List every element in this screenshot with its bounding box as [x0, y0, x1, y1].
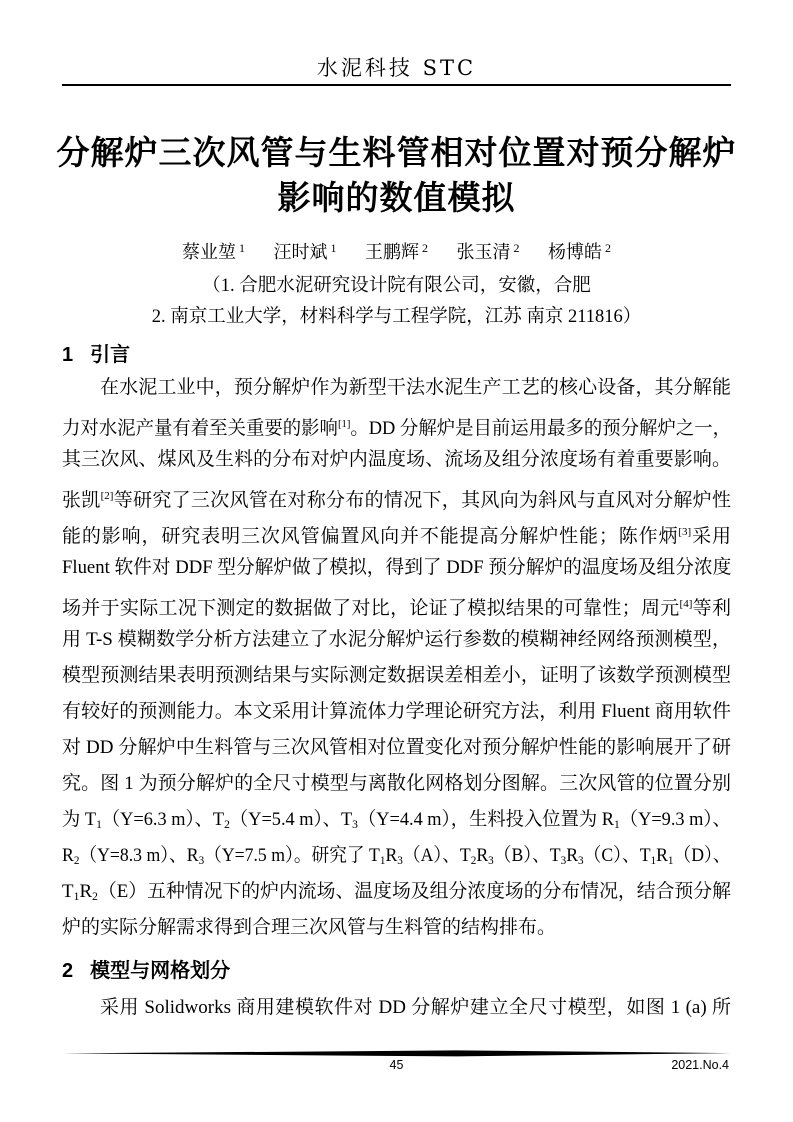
- section-2-paragraph: [62, 990, 731, 1026]
- issue-label: 2021.No.4: [671, 1058, 729, 1072]
- text-line: 为 $T_1(Y=6.3$ m）、$T_2(Y=5.4$ m）、$T_3(Y=4.4$ m），生料投入位置为 $R_1(Y=9.3$ m）、: [62, 809, 731, 831]
- author: [457, 242, 520, 262]
- title-line-1: 分解炉三次风管与生料管相对位置对预分解炉: [56, 134, 737, 171]
- section-number: 2: [62, 960, 74, 982]
- page-number: 45: [389, 1058, 404, 1072]
- affiliations: [0, 271, 793, 333]
- author-name: 蔡业堃: [182, 242, 236, 262]
- author-list: [0, 238, 793, 264]
- author-name: 王鹏辉: [365, 242, 419, 262]
- author-affiliation-ref: 2: [605, 241, 611, 255]
- text-line: 对 DD 分解炉中生料管与三次风管相对位置变化对预分解炉性能的影响展开了研: [62, 737, 731, 758]
- title-line-2: 影响的数值模拟: [277, 179, 516, 216]
- author-affiliation-ref: 1: [330, 241, 337, 255]
- author-affiliation-ref: 2: [513, 241, 520, 255]
- author: [274, 242, 337, 262]
- author-name: 张玉清: [456, 242, 511, 262]
- text-line: 张凯[2]等研究了三次风管在对称分布的情况下，其风向为斜风与直风对分解炉性: [62, 490, 731, 511]
- text-line: $R_2(Y=8.3$ m）、$R_3(Y=7.5$ m）。研究了 $T_1R_3(A)$、$T_2R_3(B)$、$T_3R_3(C)$、$T_1R_1(D)$、: [62, 845, 731, 867]
- text-line: 炉的实际分解需求得到合理三次风管与生料管的结构排布。: [62, 917, 557, 938]
- section-number: 1: [62, 344, 74, 366]
- text-line: 力对水泥产量有着至关重要的影响[1]。DD 分解炉是目前运用最多的预分解炉之一，: [62, 418, 732, 439]
- section-title: 引言: [90, 344, 131, 366]
- author: [365, 242, 428, 262]
- author-name: 汪时斌: [273, 242, 328, 262]
- text-line: $T_1R_2(E)$五种情况下的炉内流场、温度场及组分浓度场的分布情况，结合预分解: [62, 881, 731, 903]
- section-1-heading: [62, 338, 130, 367]
- text-line: 其三次风、煤风及生料的分布对炉内温度场、流场及组分浓度场有着重要影响。: [62, 449, 731, 470]
- article-title: [40, 130, 753, 220]
- text-line: 用 T-S 模糊数学分析方法建立了水泥分解炉运行参数的模糊神经网络预测模型，: [62, 629, 731, 650]
- affiliation-line-2: 2. 南京工业大学，材料科学与工程学院，江苏 南京 211816）: [151, 307, 642, 327]
- text-line: 有较好的预测能力。本文采用计算流体力学理论研究方法，利用 Fluent 商用软件: [62, 701, 731, 722]
- author-name: 杨博皓: [548, 242, 602, 262]
- text-line: Fluent 软件对 DDF 型分解炉做了模拟，得到了 DDF 预分解炉的温度场及组分浓度: [62, 557, 732, 578]
- author: [182, 242, 245, 262]
- text-line: 在水泥工业中，预分解炉作为新型干法水泥生产工艺的核心设备，其分解能: [100, 377, 731, 398]
- text-line: 采用 Solidworks 商用建模软件对 DD 分解炉建立全尺寸模型，如图 1 (a) 所: [100, 997, 731, 1018]
- section-1-paragraph: [62, 370, 731, 946]
- journal-header: 水泥科技 STC: [316, 56, 477, 80]
- affiliation-line-1: （1. 合肥水泥研究设计院有限公司，安徽，合肥: [202, 276, 591, 296]
- text-line: 能的影响，研究表明三次风管偏置风向并不能提高分解炉性能；陈作炳[3]采用: [62, 526, 731, 547]
- text-line: 究。图 1 为预分解炉的全尺寸模型与离散化网格划分图解。三次风管的位置分别: [62, 773, 731, 794]
- text-line: 模型预测结果表明预测结果与实际测定数据误差相差小，证明了该数学预测模型: [62, 665, 731, 686]
- header-rule: [62, 84, 731, 86]
- text-line: 场并于实际工况下测定的数据做了对比，论证了模拟结果的可靠性；周元[4]等利: [62, 598, 731, 619]
- footer-rule: [62, 1050, 731, 1057]
- author-affiliation-ref: 1: [239, 241, 245, 255]
- author: [548, 242, 611, 262]
- section-2-heading: [62, 954, 230, 983]
- author-affiliation-ref: 2: [422, 241, 428, 255]
- section-title: 模型与网格划分: [90, 960, 231, 982]
